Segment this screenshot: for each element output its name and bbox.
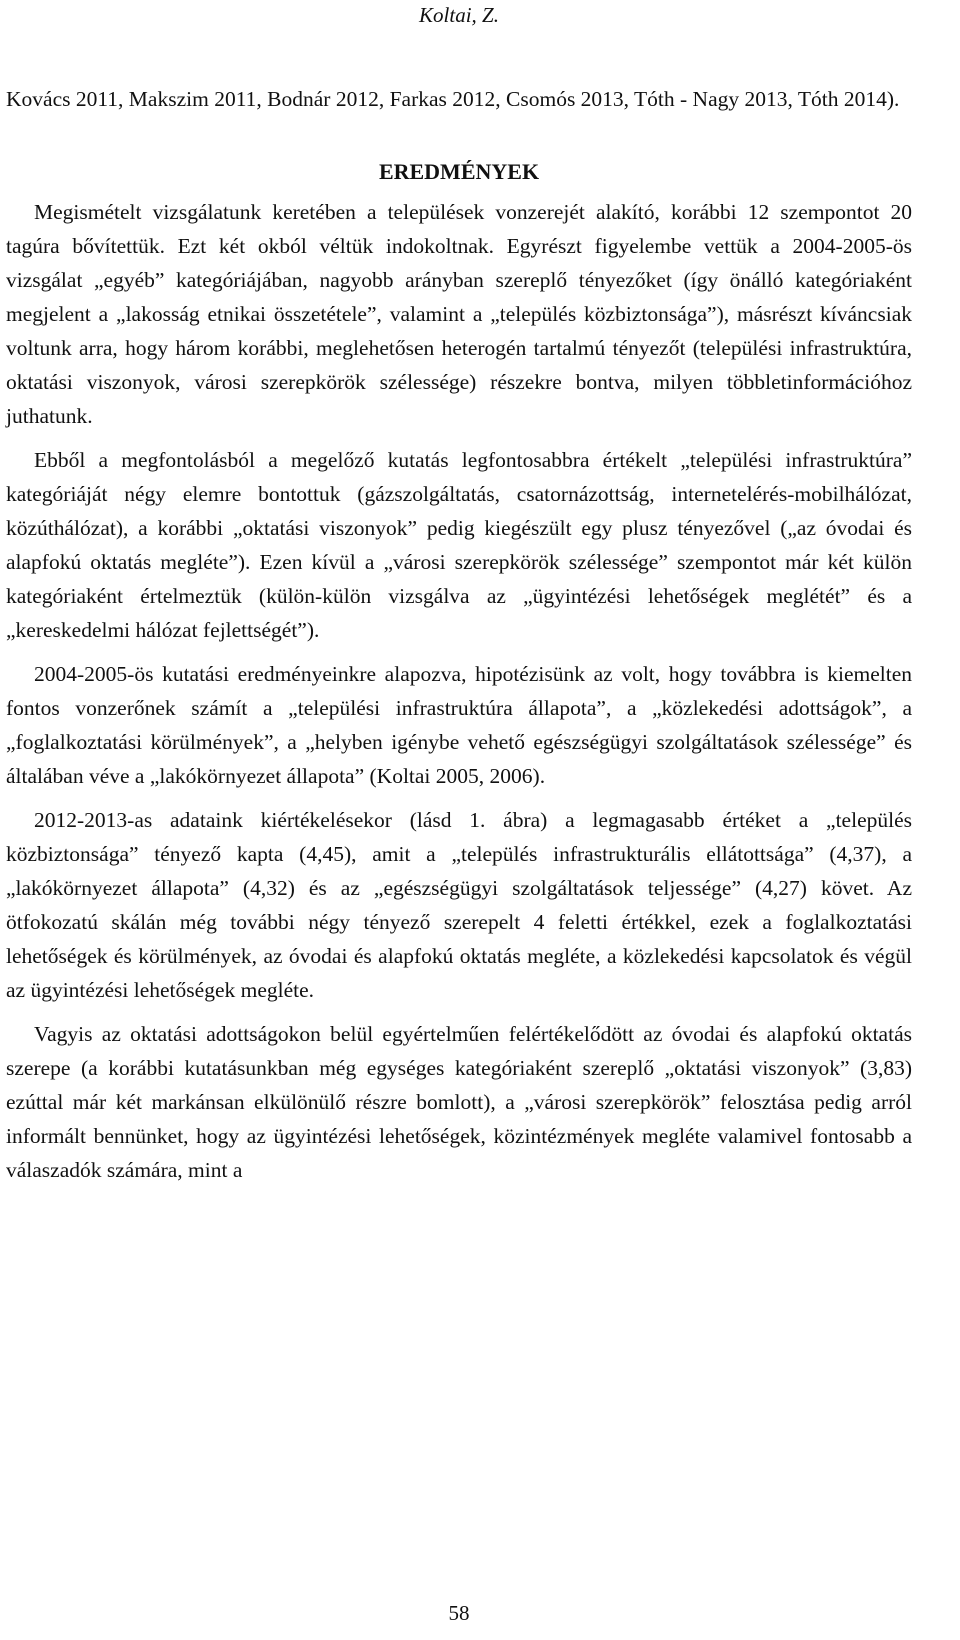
paragraph: Vagyis az oktatási adottságokon belül egyértelműen felértékelődött az óvodai és alapfokú oktatás szerepe (a korábbi kutatásunkban még egységes kategóriaként szereplő „oktatási viszonyok” (3,83) ezúttal már két markánsan elkülönülő részre bomlott), a „városi szerepkörök” felosztása pedig arról informált bennünket, hogy az ügyintézési lehetőségek, közintézmények megléte valamivel fontosabb a válaszadók számára, mint a xyxy=(6,1022,912,1182)
body-text xyxy=(6,195,912,1187)
page-number: 58 xyxy=(448,1601,470,1625)
intro-citation-text: Kovács 2011, Makszim 2011, Bodnár 2012, Farkas 2012, Csomós 2013, Tóth - Nagy 2013, Tóth 2014). xyxy=(6,87,900,111)
section-heading: EREDMÉNYEK xyxy=(378,159,540,184)
running-header: Koltai, Z. xyxy=(419,3,499,27)
paragraph: Megismételt vizsgálatunk keretében a települések vonzerejét alakító, korábbi 12 szempontot 20 tagúra bővítettük. Ezt két okból véltük indokoltnak. Egyrészt figyelembe vettük a 2004-2005-ös vizsgálat „egyéb” kategóriájában, nagyobb arányban szereplő tényezőket (így önálló kategóriaként megjelent a „lakosság etnikai összetétele”, valamint a „település közbiztonsága”), másrészt kíváncsiak voltunk arra, hogy három korábbi, meglehetősen heterogén tartalmú tényezőt (települési infrastruktúra, oktatási viszonyok, városi szerepkörök szélessége) részekre bontva, milyen többletinformációhoz juthatunk. xyxy=(6,200,912,428)
document-page xyxy=(6,0,912,1640)
paragraph: 2012-2013-as adataink kiértékelésekor (lásd 1. ábra) a legmagasabb értéket a „település közbiztonsága” tényező kapta (4,45), amit a „település infrastrukturális ellátottsága” (4,37), a „lakókörnyezet állapota” (4,32) és az „egészségügyi szolgáltatások teljessége” (4,27) követ. Az ötfokozatú skálán még további négy tényező szerepelt 4 feletti értékkel, ezek a foglalkoztatási lehetőségek és körülmények, az óvodai és alapfokú oktatás megléte, a közlekedési kapcsolatok és végül az ügyintézési lehetőségek megléte. xyxy=(6,808,912,1002)
paragraph: Ebből a megfontolásból a megelőző kutatás legfontosabbra értékelt „települési infrastruktúra” kategóriáját négy elemre bontottuk (gázszolgáltatás, csatornázottság, internetelérés-mobilhálózat, közúthálózat), a korábbi „oktatási viszonyok” pedig kiegészült egy plusz tényezővel („az óvodai és alapfokú oktatás megléte”). Ezen kívül a „városi szerepkörök szélessége” szempontot már két külön kategóriaként értelmeztük (külön-külön vizsgálva az „ügyintézési lehetőségek meglétét” és a „kereskedelmi hálózat fejlettségét”). xyxy=(6,448,912,642)
paragraph: 2004-2005-ös kutatási eredményeinkre alapozva, hipotézisünk az volt, hogy továbbra is kiemelten fontos vonzerőnek számít a „települési infrastruktúra állapota”, a „közlekedési adottságok”, a „foglalkoztatási körülmények”, a „helyben igénybe vehető egészségügyi szolgáltatások szélessége” és általában véve a „lakókörnyezet állapota” (Koltai 2005, 2006). xyxy=(6,662,912,788)
